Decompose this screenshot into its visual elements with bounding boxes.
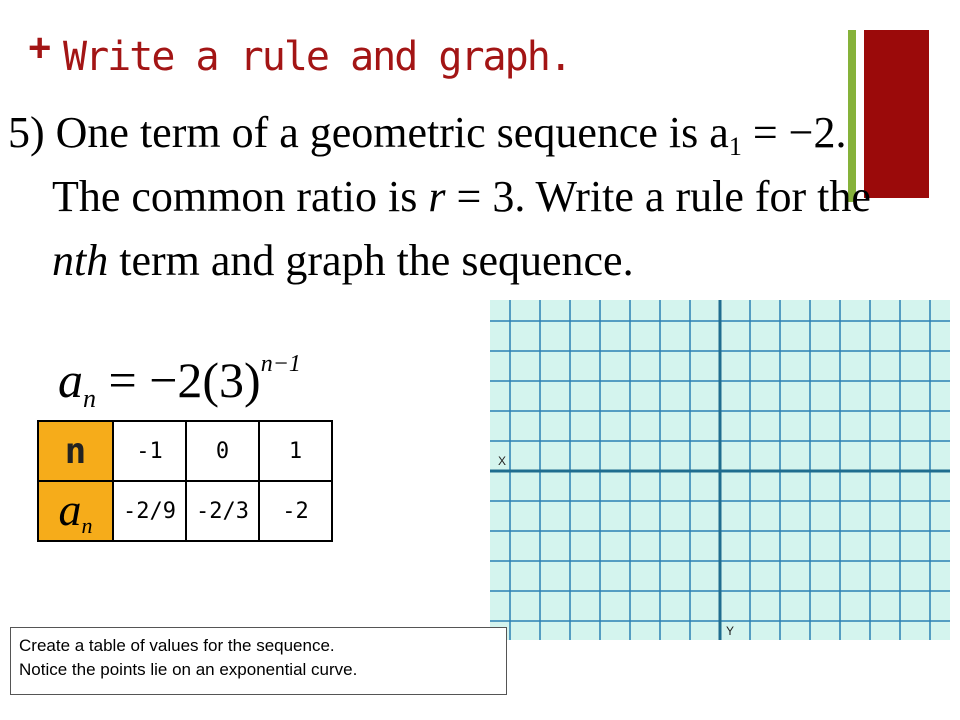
plus-mark: + xyxy=(28,26,52,70)
slide-title: Write a rule and graph. xyxy=(63,34,571,80)
table-header-an-subscript: n xyxy=(81,513,93,538)
table-cell: -2/3 xyxy=(186,481,259,541)
problem-line-1-text: 5) One term of a geometric sequence is a xyxy=(8,108,729,157)
coordinate-grid xyxy=(490,300,950,640)
table-header-an-letter: a xyxy=(58,484,82,535)
problem-line-2 xyxy=(52,172,871,222)
table-cell: -2/9 xyxy=(113,481,186,541)
y-axis-label: Y xyxy=(726,624,735,638)
table-header-an xyxy=(38,481,113,541)
problem-line-3-rest: term and graph the sequence. xyxy=(108,236,634,285)
formula-lhs: a xyxy=(58,352,83,408)
rule-formula xyxy=(58,334,301,429)
problem-line-3 xyxy=(52,236,634,286)
note-line-1: Create a table of values for the sequence. xyxy=(19,636,335,655)
values-table xyxy=(37,420,333,542)
table-cell: 1 xyxy=(259,421,332,481)
problem-line-1 xyxy=(8,108,846,172)
table-row-an xyxy=(38,481,332,541)
formula-rhs: = −2(3) xyxy=(96,352,261,408)
ratio-variable: r xyxy=(428,172,446,221)
table-header-n: n xyxy=(38,421,113,481)
problem-line-2-rest: = 3. Write a rule for the xyxy=(445,172,871,221)
table-cell: -2 xyxy=(259,481,332,541)
instruction-note xyxy=(10,627,507,695)
problem-line-2-text: The common ratio is xyxy=(52,172,429,221)
x-axis-label: X xyxy=(498,454,507,468)
table-cell: 0 xyxy=(186,421,259,481)
note-line-2: Notice the points lie on an exponential curve. xyxy=(19,660,358,679)
table-row-n xyxy=(38,421,332,481)
formula-exponent: n−1 xyxy=(260,351,301,377)
accent-bar-red xyxy=(864,30,929,198)
table-cell: -1 xyxy=(113,421,186,481)
problem-line-1-subscript: 1 xyxy=(728,132,742,161)
problem-line-1-value: = −2. xyxy=(741,108,847,157)
nth-variable: nth xyxy=(52,236,109,285)
formula-lhs-subscript: n xyxy=(83,384,96,413)
